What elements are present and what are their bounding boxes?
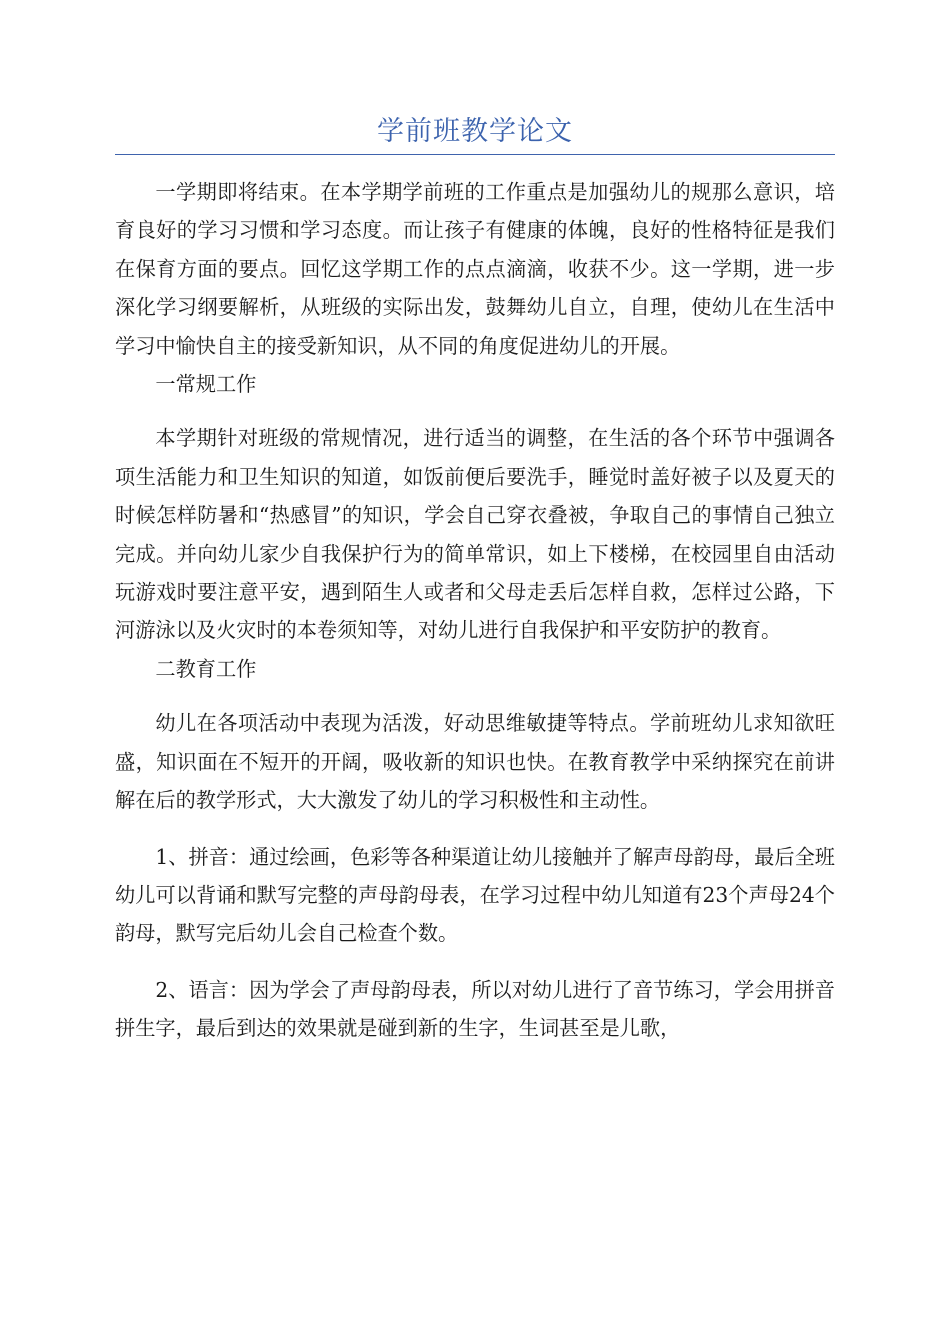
routine-paragraph: 本学期针对班级的常规情况，进行适当的调整，在生活的各个环节中强调各项生活能力和卫生知识的知道，如饭前便后要洗手，睡觉时盖好被子以及夏天的时候怎样防暑和“热感冒”的知识，学会自己穿衣叠被，争取自己的事情自己独立完成。并向幼儿家少自我保护行为的简单常识，如上下楼梯，在校园里自由活动玩游戏时要注意平安，遇到陌生人或者和父母走丢后怎样自救，怎样过公路，下河游泳以及火灾时的本卷须知等，对幼儿进行自我保护和平安防护的教育。 xyxy=(115,426,835,643)
section-heading-routine: 一常规工作 xyxy=(155,372,257,397)
education-paragraph: 幼儿在各项活动中表现为活泼，好动思维敏捷等特点。学前班幼儿求知欲旺盛，知识面在不短开的开阔，吸收新的知识也快。在教育教学中采纳探究在前讲解在后的教学形式，大大激发了幼儿的学习积极性和主动性。 xyxy=(115,711,835,813)
intro-paragraph: 一学期即将结束。在本学期学前班的工作重点是加强幼儿的规那么意识，培育良好的学习习惯和学习态度。而让孩子有健康的体魄，良好的性格特征是我们在保育方面的要点。回忆这学期工作的点点滴滴，收获不少。这一学期，进一步深化学习纲要解析，从班级的实际出发，鼓舞幼儿自立，自理，使幼儿在生活中学习中愉快自主的接受新知识，从不同的角度促进幼儿的开展。 xyxy=(115,180,835,358)
pinyin-paragraph: 1、拼音：通过绘画，色彩等各种渠道让幼儿接触并了解声母韵母，最后全班幼儿可以背诵和默写完整的声母韵母表，在学习过程中幼儿知道有23个声母24个韵母，默写完后幼儿会自己检查个数。 xyxy=(115,844,835,946)
document-body xyxy=(115,173,835,1048)
language-paragraph: 2、语言：因为学会了声母韵母表，所以对幼儿进行了音节练习，学会用拼音拼生字，最后到达的效果就是碰到新的生字，生词甚至是儿歌， xyxy=(115,977,835,1041)
section-heading-education: 二教育工作 xyxy=(155,656,257,681)
title-underline xyxy=(115,154,835,155)
document-title: 学前班教学论文 xyxy=(377,116,573,147)
